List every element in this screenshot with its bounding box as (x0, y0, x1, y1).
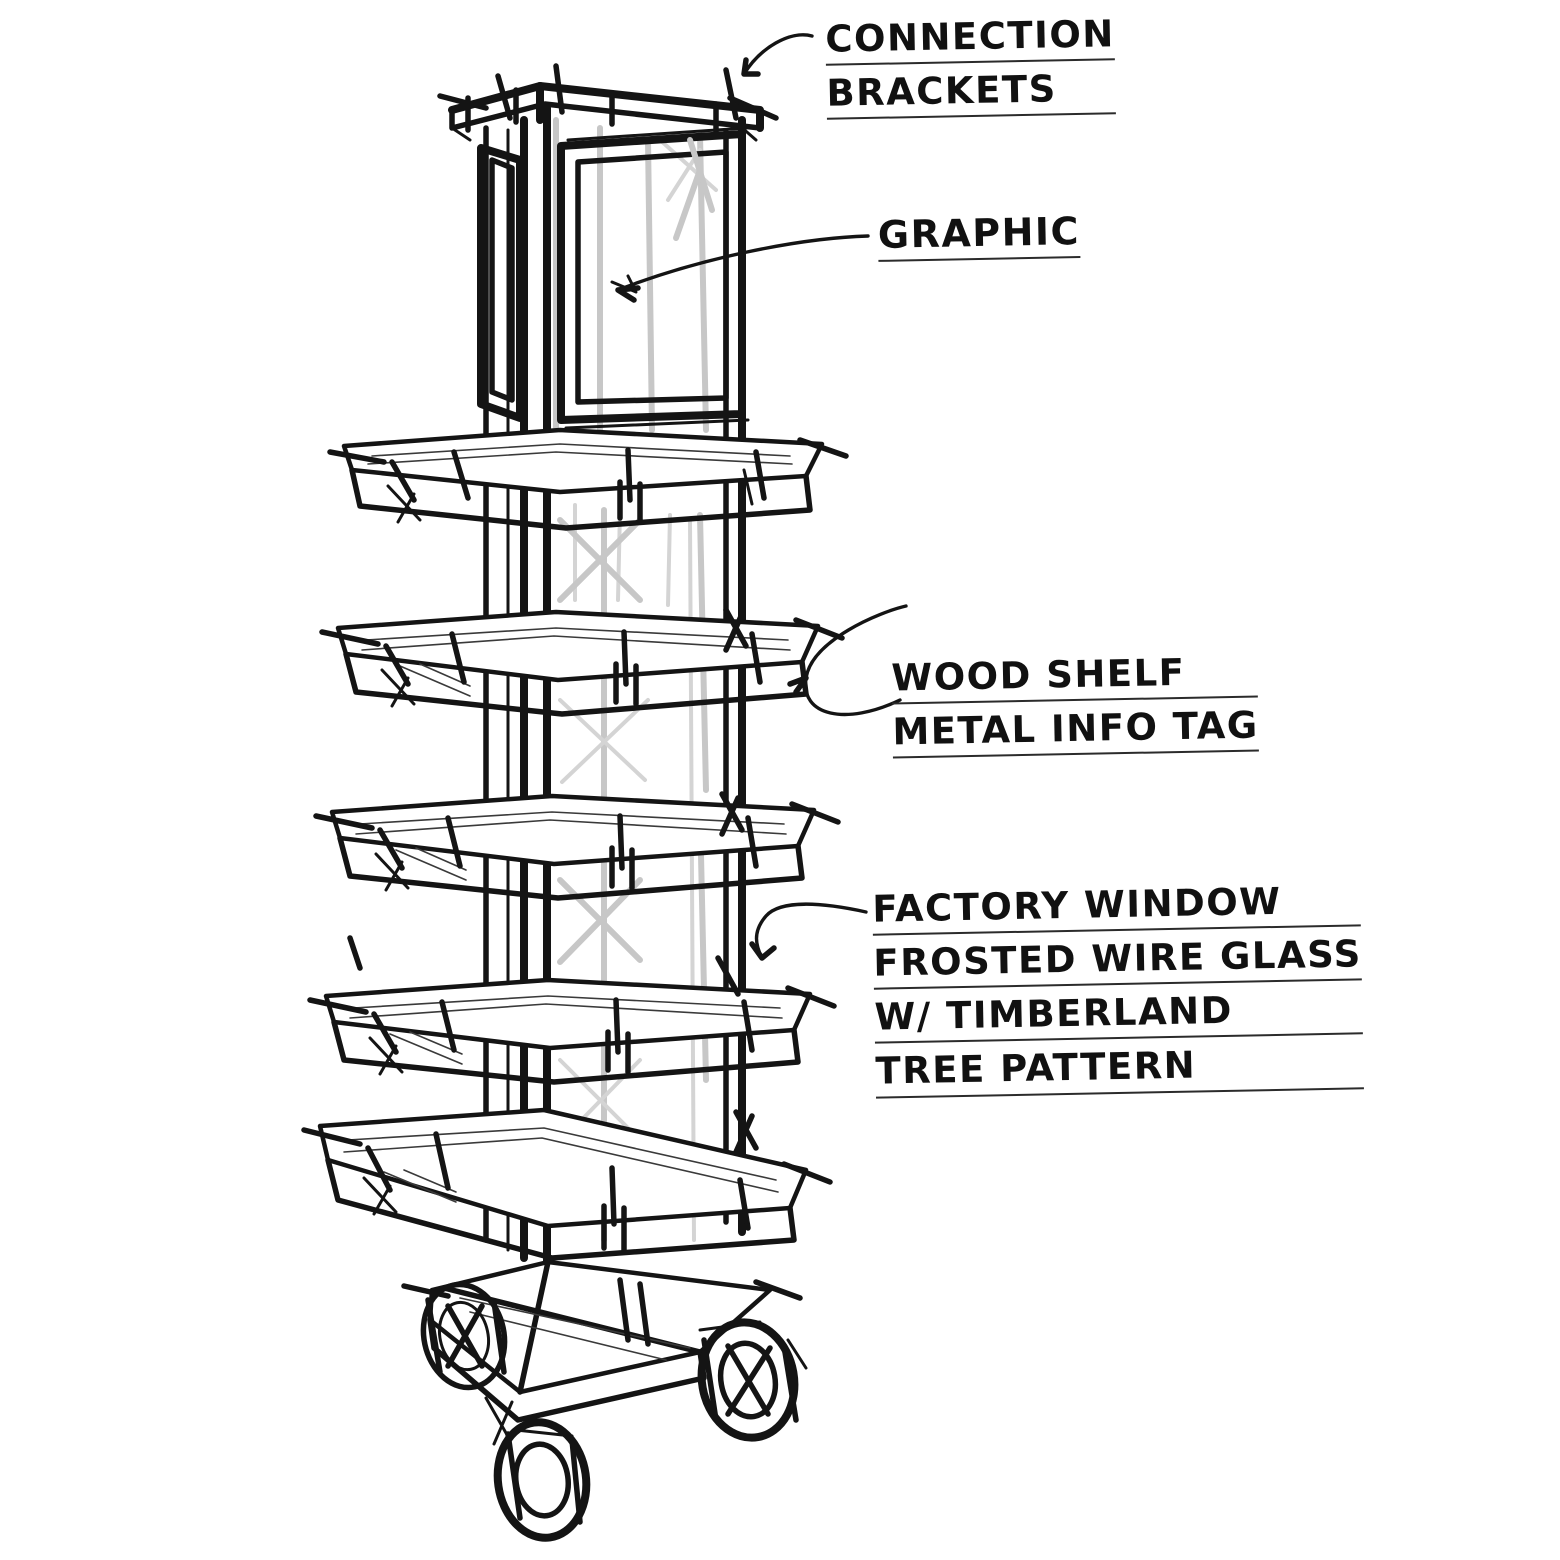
shelf-1 (330, 430, 846, 528)
annotation-line: W/ TIMBERLAND (874, 986, 1363, 1044)
annotation-line: CONNECTION (825, 11, 1115, 66)
shelf-3 (316, 794, 838, 898)
shelf-5 (304, 1110, 830, 1258)
annotation-line: GRAPHIC (877, 208, 1080, 262)
shelf-4 (310, 938, 834, 1082)
annotation-connection-brackets (825, 11, 1116, 125)
annotation-factory-window (872, 877, 1364, 1103)
annotation-line: FACTORY WINDOW (872, 877, 1361, 935)
annotation-line: METAL INFO TAG (892, 703, 1259, 759)
annotation-line: BRACKETS (826, 65, 1116, 120)
leader-factory-window (752, 904, 866, 958)
annotation-line: TREE PATTERN (875, 1040, 1364, 1098)
annotation-graphic (877, 208, 1080, 267)
leader-connection-brackets (744, 35, 812, 74)
annotation-line: FROSTED WIRE GLASS (873, 931, 1362, 989)
annotation-wood-shelf (891, 648, 1259, 763)
annotation-line: WOOD SHELF (891, 648, 1258, 704)
caster-front (490, 1416, 593, 1543)
shelf-2 (322, 610, 842, 714)
